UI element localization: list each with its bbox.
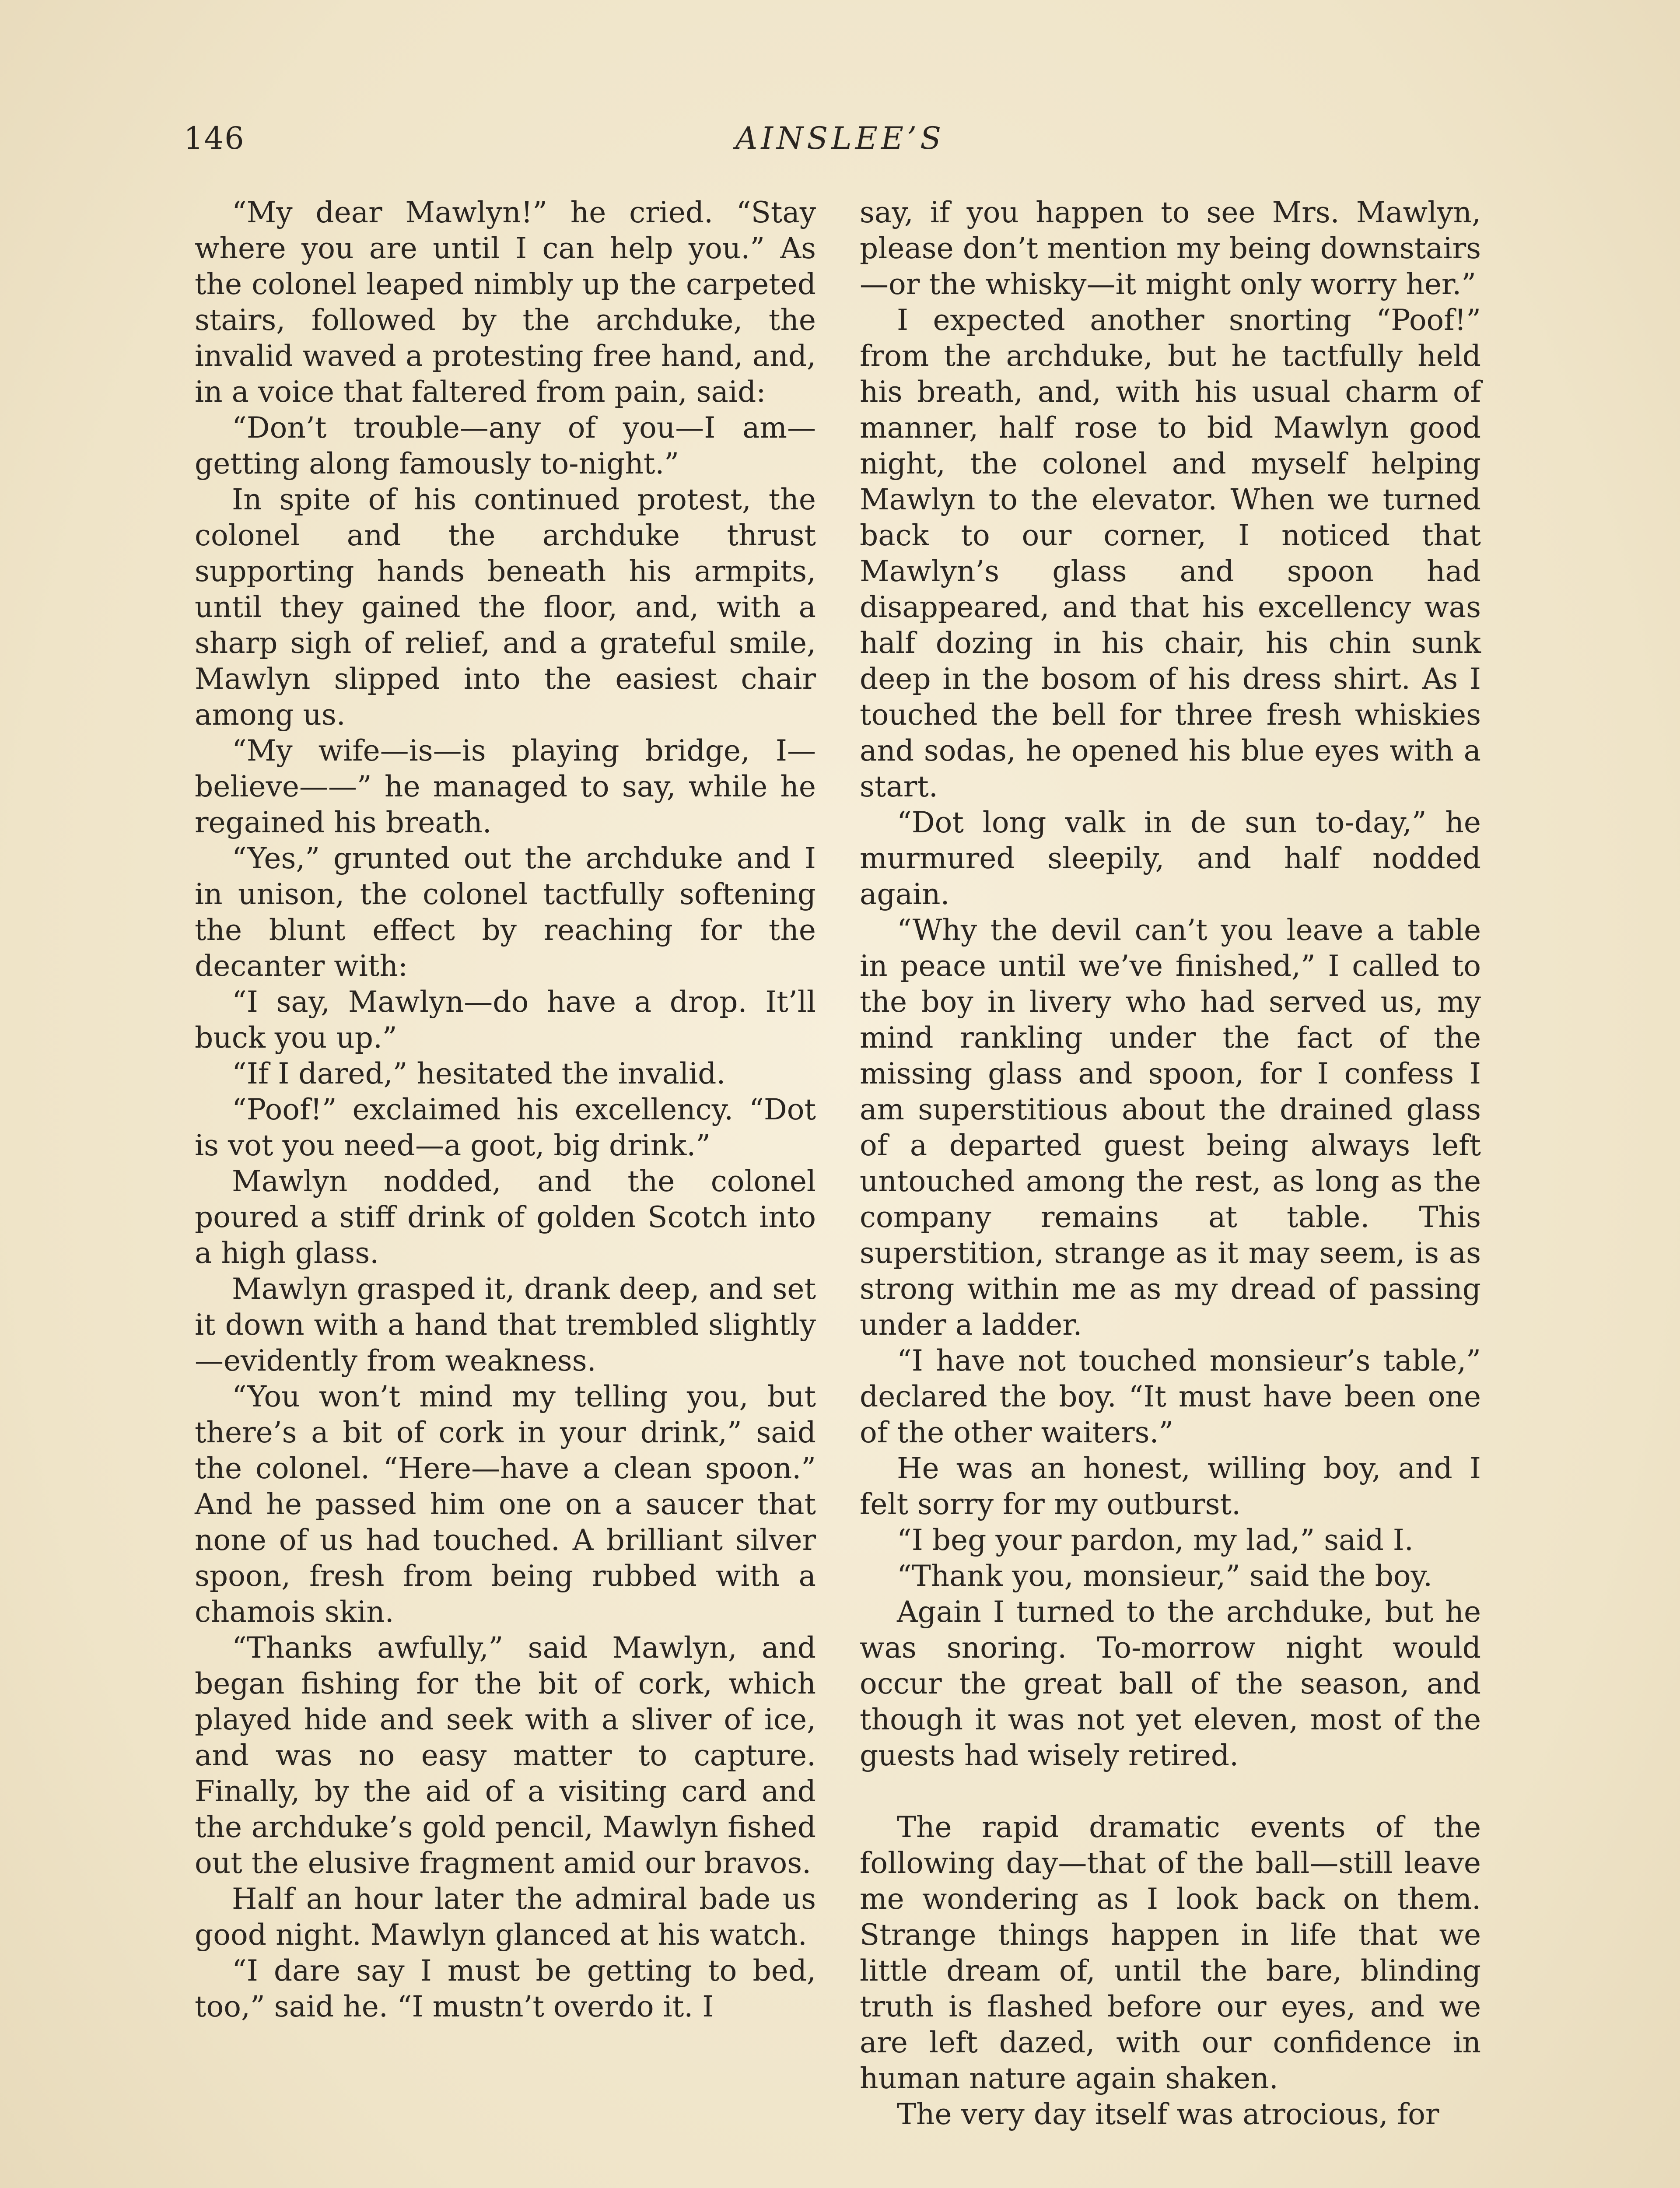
paragraph: “Why the devil can’t you leave a table in peace until we’ve finished,” I called to the boy in livery who had served us, my mind rankling under the fact of the missing glass and spoon, for I confess I am superstitious about the drained glass of a departed guest being always left untouched among the rest, as long as the company remains at table. This superstition, strange as it may seem, is as strong within me as my dread of passing under a ladder.	[860, 913, 1481, 1342]
paragraph: “You won’t mind my telling you, but there’s a bit of cork in your drink,” said the colonel. “Here—have a clean spoon.” And he passed him one on a saucer that none of us had touched. A brilliant silver spoon, fresh from being rubbed with a chamois skin.	[195, 1380, 816, 1629]
paragraph: “My wife—is—is playing bridge, I—believe——” he managed to say, while he regained his breath.	[195, 734, 816, 839]
paragraph: “Dot long valk in de sun to-day,” he murmured sleepily, and half nodded again.	[860, 806, 1481, 911]
paragraph: “Thank you, monsieur,” said the boy.	[897, 1559, 1433, 1593]
paragraph: Again I turned to the archduke, but he was snoring. To-morrow night would occur the great ball of the season, and though it was not yet eleven, most of the guests had wisely retired.	[860, 1595, 1481, 1772]
paragraph: “Poof!” exclaimed his excellency. “Dot is vot you need—a goot, big drink.”	[195, 1093, 816, 1162]
paragraph: say, if you happen to see Mrs. Mawlyn, please don’t mention my being downstairs—or the whisky—it might only worry her.”	[860, 196, 1481, 301]
paragraph: Mawlyn nodded, and the colonel poured a stiff drink of golden Scotch into a high glass.	[195, 1164, 816, 1270]
running-title: AINSLEE’S	[735, 120, 945, 156]
paragraph: “I have not touched monsieur’s table,” declared the boy. “It must have been one of the other waiters.”	[860, 1344, 1481, 1449]
page-number: 146	[184, 120, 245, 156]
paragraph: “If I dared,” hesitated the invalid.	[232, 1057, 726, 1090]
paragraph: “Thanks awfully,” said Mawlyn, and began fishing for the bit of cork, which played hide and seek with a sliver of ice, and was no easy matter to capture. Finally, by the aid of a visiting card and the archduke’s gold pencil, Mawlyn fished out the elusive fragment amid our bravos.	[195, 1631, 816, 1880]
left-text-column	[195, 195, 816, 2025]
paragraph: Mawlyn grasped it, drank deep, and set it down with a hand that trembled slightly—evidently from weakness.	[195, 1272, 816, 1378]
paragraph: “I dare say I must be getting to bed, too,” said he. “I mustn’t overdo it. I	[195, 1954, 816, 2023]
paragraph: He was an honest, willing boy, and I felt sorry for my outburst.	[860, 1452, 1481, 1521]
section-break	[860, 1774, 1481, 1809]
paragraph: “I say, Mawlyn—do have a drop. It’ll buck you up.”	[195, 985, 816, 1055]
paragraph: “My dear Mawlyn!” he cried. “Stay where you are until I can help you.” As the colonel leaped nimbly up the carpeted stairs, followed by the archduke, the invalid waved a protesting free hand, and, in a voice that faltered from pain, said:	[195, 196, 816, 409]
paragraph: Half an hour later the admiral bade us good night. Mawlyn glanced at his watch.	[195, 1882, 816, 1952]
paragraph: The rapid dramatic events of the following day—that of the ball—still leave me wondering as I look back on them. Strange things happen in life that we little dream of, until the bare, blinding truth is flashed before our eyes, and we are left dazed, with our confidence in human nature again shaken.	[860, 1810, 1481, 2095]
paragraph: “I beg your pardon, my lad,” said I.	[897, 1523, 1414, 1557]
paragraph: I expected another snorting “Poof!” from the archduke, but he tactfully held his breath, and, with his usual charm of manner, half rose to bid Mawlyn good night, the colonel and myself helping Mawlyn to the elevator. When we turned back to our corner, I noticed that Mawlyn’s glass and spoon had disappeared, and that his excellency was half dozing in his chair, his chin sunk deep in the bosom of his dress shirt. As I touched the bell for three fresh whiskies and sodas, he opened his blue eyes with a start.	[860, 303, 1481, 803]
paragraph: “Don’t trouble—any of you—I am—getting along famously to-night.”	[195, 411, 816, 480]
paragraph: “Yes,” grunted out the archduke and I in unison, the colonel tactfully softening the blunt effect by reaching for the decanter with:	[195, 842, 816, 983]
paragraph: The very day itself was atrocious, for	[897, 2097, 1439, 2131]
paragraph: In spite of his continued protest, the colonel and the archduke thrust supporting hands beneath his armpits, until they gained the floor, and, with a sharp sigh of relief, and a grateful smile, Mawlyn slipped into the easiest chair among us.	[195, 483, 816, 732]
page-header	[184, 120, 1496, 168]
right-text-column	[860, 195, 1481, 2132]
